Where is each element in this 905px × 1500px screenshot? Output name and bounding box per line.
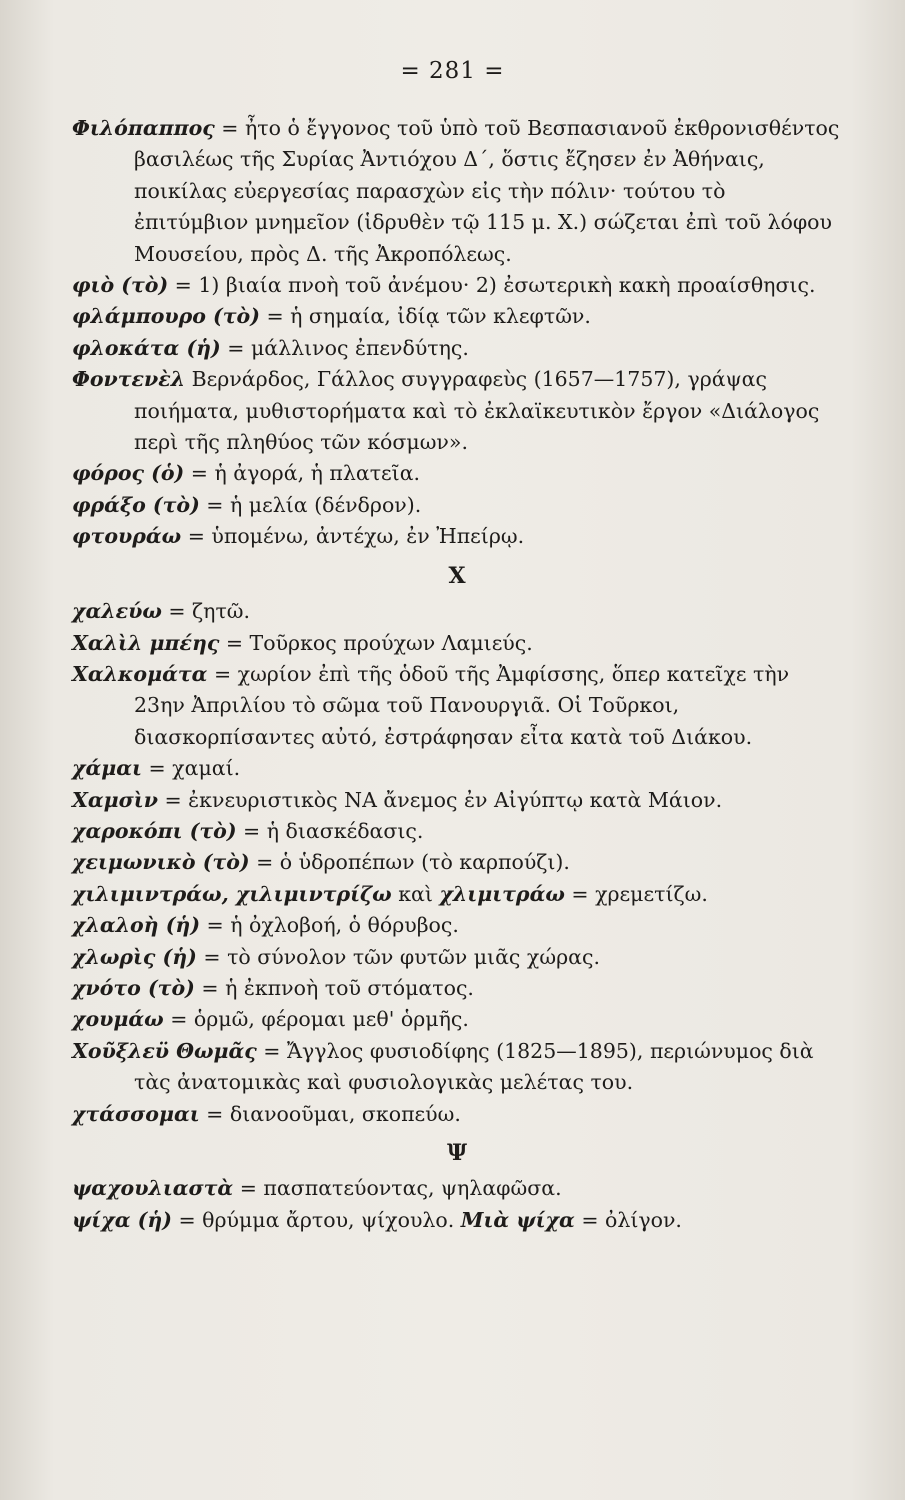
entry-chalkomata	[72, 659, 842, 753]
definition: = ἡ μελία (δένδρον).	[199, 492, 422, 517]
headword: χουμάω	[72, 1007, 164, 1032]
definition-secondary: = ὀλίγον.	[574, 1207, 682, 1232]
headword: ψαχουλιαστὰ	[72, 1176, 234, 1201]
entry-huxley	[72, 1036, 842, 1099]
entry-chaleuo	[72, 596, 842, 627]
headword-secondary: Μιὰ ψίχα	[460, 1207, 575, 1232]
dictionary-entries	[72, 113, 842, 1236]
headword: χιλιμιντράω, χιλιμιντρίζω	[72, 881, 392, 906]
entry-chlaloi	[72, 910, 842, 941]
entry-chamsin	[72, 785, 842, 816]
entry-flokata	[72, 333, 842, 364]
section-letter-psi: Ψ	[446, 1140, 468, 1166]
entry-chnoto	[72, 973, 842, 1004]
entry-filopappos	[72, 113, 842, 270]
entry-chloris	[72, 942, 842, 973]
entry-choumao	[72, 1004, 842, 1035]
entry-chtassomai	[72, 1099, 842, 1130]
headword: χάμαι	[72, 756, 142, 781]
headword: φλάμπουρο (τὸ)	[72, 304, 260, 329]
headword: Χαμσὶν	[72, 787, 158, 812]
headword: χνότο (τὸ)	[72, 975, 195, 1000]
definition-secondary: = χρεμετίζω.	[564, 881, 708, 906]
definition: = ἡ ὀχλοβοή, ὁ θόρυβος.	[200, 913, 459, 938]
headword: χλαλοὴ (ἡ)	[72, 913, 201, 938]
section-letter-chi: X	[448, 562, 466, 589]
entry-fraxo	[72, 490, 842, 521]
definition: = 1) βιαία πνοὴ τοῦ ἀνέμου· 2) ἐσωτερικὴ κακὴ προαίσθησις.	[168, 273, 816, 298]
headword: Φιλόπαππος	[72, 116, 215, 140]
definition: = Τοῦρκος προύχων Λαμιεύς.	[219, 630, 533, 655]
entry-charokopi	[72, 816, 842, 847]
headword: χλωρὶς (ἡ)	[72, 944, 197, 969]
definition: Βερνάρδος, Γάλλος συγγραφεὺς (1657—1757), γράψας ποιήματα, μυθιστορήματα καὶ τὸ ἐκλαϊκευτικὸν ἔργον «Διάλογος περὶ τῆς πληθύος τῶν κόσμων».	[134, 367, 820, 455]
definition: = ἦτο ὁ ἔγγονος τοῦ ὑπὸ τοῦ Βεσπασιανοῦ ἐκθρονισθέντος βασιλέως τῆς Συρίας Ἀντιόχου Δ΄, ὅστις ἔζησεν ἐν Ἀθήναις, ποικίλας εὐεργεσίας παρασχὼν εἰς τὴν πόλιν· τούτου τὸ ἐπιτύμβιον μνημεῖον (ἱδρυθὲν τῷ 115 μ. Χ.) σώζεται ἐπὶ τοῦ λόφου Μουσείου, πρὸς Δ. τῆς Ἀκροπόλεως.	[134, 116, 840, 266]
definition: = Ἄγγλος φυσιοδίφης (1825—1895), περιώνυμος διὰ τὰς ἀνατομικὰς καὶ φυσιολογικὰς μελέτας του.	[134, 1038, 814, 1095]
definition: = πασπατεύοντας, ψηλαφῶσα.	[233, 1176, 562, 1201]
definition: = ἡ σημαία, ἰδίᾳ τῶν κλεφτῶν.	[259, 304, 591, 329]
definition: = θρύμμα ἄρτου, ψίχουλο.	[171, 1207, 461, 1232]
definition: = ἡ ἀγορά, ἡ πλατεῖα.	[184, 461, 421, 486]
definition: = χαμαί.	[141, 756, 241, 781]
definition: = μάλλινος ἐπενδύτης.	[220, 335, 469, 360]
headword: φράξο (τὸ)	[72, 492, 200, 517]
entry-foros	[72, 458, 842, 489]
definition: = ἐκνευριστικὸς ΝΑ ἄνεμος ἐν Αἰγύπτῳ κατὰ Μάιον.	[157, 787, 723, 812]
entry-fio	[72, 270, 842, 301]
headword: φιὸ (τὸ)	[72, 273, 169, 298]
entry-flampouro	[72, 301, 842, 332]
definition: = ἡ ἐκπνοὴ τοῦ στόματος.	[194, 975, 474, 1000]
definition: = διανοοῦμαι, σκοπεύω.	[199, 1101, 461, 1126]
definition: = τὸ σύνολον τῶν φυτῶν μιᾶς χώρας.	[196, 944, 600, 969]
definition: καὶ	[391, 881, 440, 906]
headword: χαροκόπι (τὸ)	[72, 818, 237, 843]
entry-chiliminprao	[72, 879, 842, 910]
headword: χειμωνικὸ (τὸ)	[72, 850, 250, 875]
entry-fontenel	[72, 364, 842, 458]
definition: = ὁ ὑδροπέπων (τὸ καρπούζι).	[249, 850, 570, 875]
entry-cheimoniko	[72, 847, 842, 878]
headword-secondary: χλιμιτράω	[439, 881, 565, 906]
entry-psicha	[72, 1205, 842, 1236]
headword: Χαλκομάτα	[72, 661, 208, 686]
headword: Χαλὶλ μπέης	[72, 630, 220, 655]
definition: = ὁρμῶ, φέρομαι μεθ' ὁρμῆς.	[163, 1007, 469, 1032]
headword: φόρος (ὁ)	[72, 461, 185, 486]
headword: Φοντενὲλ	[72, 367, 186, 392]
entry-psachouliasta	[72, 1173, 842, 1204]
entry-chalil-bey	[72, 628, 842, 659]
definition: = ζητῶ.	[161, 599, 251, 624]
headword: Χοῦξλεϋ Θωμᾶς	[72, 1038, 257, 1063]
definition: = ὑπομένω, ἀντέχω, ἐν Ἠπείρῳ.	[181, 524, 525, 549]
headword: ψίχα (ἡ)	[72, 1207, 172, 1232]
headword: φτουράω	[72, 524, 182, 549]
headword: χτάσσομαι	[72, 1101, 200, 1126]
entry-fturao	[72, 521, 842, 552]
headword: φλοκάτα (ἡ)	[72, 335, 221, 360]
page-number: = 281 =	[400, 58, 505, 84]
headword: χαλεύω	[72, 599, 162, 624]
entry-chamai	[72, 753, 842, 784]
definition: = ἡ διασκέδασις.	[236, 818, 424, 843]
definition: = χωρίον ἐπὶ τῆς ὁδοῦ τῆς Ἀμφίσσης, ὅπερ κατεῖχε τὴν 23ην Ἀπριλίου τὸ σῶμα τοῦ Πανουργιᾶ. Οἱ Τοῦρκοι, διασκορπίσαντες αὐτό, ἐστράφησαν εἶτα κατὰ τοῦ Διάκου.	[134, 661, 790, 749]
